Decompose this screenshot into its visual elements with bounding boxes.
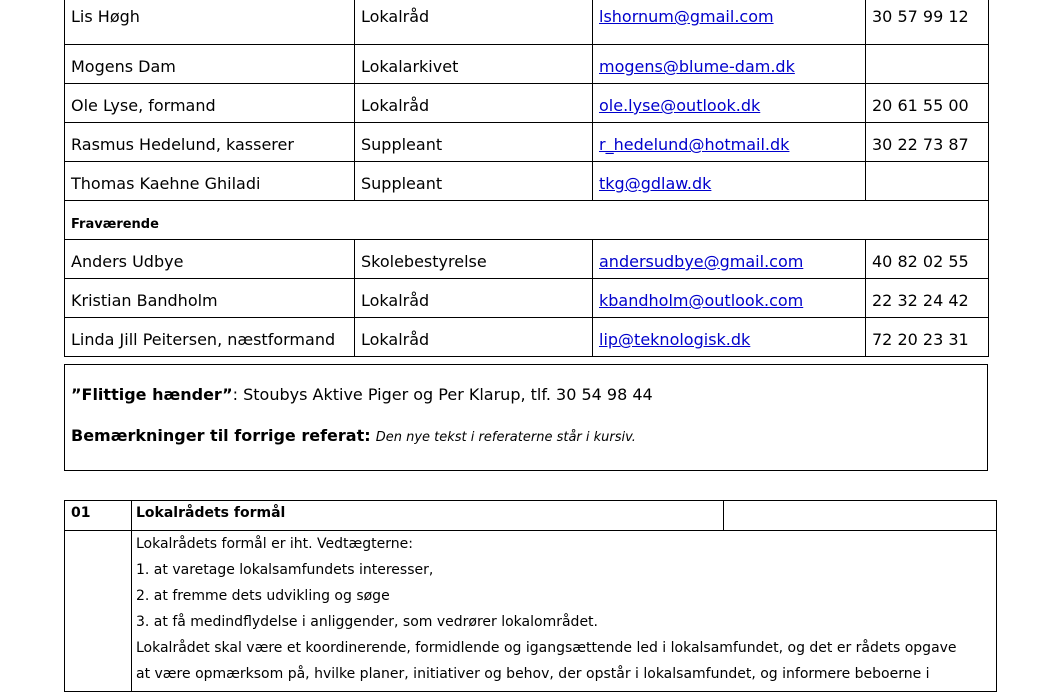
member-role: Suppleant [355, 123, 593, 162]
agenda-item-extra [724, 501, 997, 531]
agenda-body [132, 531, 997, 692]
notes-box [64, 364, 988, 471]
table-row [65, 279, 989, 318]
helpers-line [71, 385, 653, 404]
member-email-link[interactable]: tkg@gdlaw.dk [599, 174, 712, 193]
member-email-link[interactable]: mogens@blume-dam.dk [599, 57, 795, 76]
member-name: Mogens Dam [65, 45, 355, 84]
member-phone [866, 162, 989, 201]
table-row [65, 123, 989, 162]
table-row [65, 240, 989, 279]
helpers-text: : Stoubys Aktive Piger og Per Klarup, tlf. 30 54 98 44 [232, 385, 653, 404]
member-role: Lokalarkivet [355, 45, 593, 84]
member-role: Lokalråd [355, 0, 593, 45]
member-role: Lokalråd [355, 279, 593, 318]
remarks-line [71, 426, 636, 445]
member-name: Ole Lyse, formand [65, 84, 355, 123]
agenda-body-margin [65, 531, 132, 692]
table-row [65, 318, 989, 357]
agenda-line: Lokalrådet skal være et koordinerende, formidlende og igangsættende led i lokalsamfundet, og det er rådets opgave [136, 640, 957, 656]
agenda-line: Lokalrådets formål er iht. Vedtægterne: [136, 536, 413, 552]
table-row [65, 162, 989, 201]
member-phone: 22 32 24 42 [866, 279, 989, 318]
member-email-link[interactable]: andersudbye@gmail.com [599, 252, 804, 271]
agenda-item-number: 01 [65, 501, 132, 531]
table-row [65, 201, 989, 240]
members-table [64, 0, 989, 357]
member-phone [866, 45, 989, 84]
agenda-table [64, 500, 997, 692]
member-name: Linda Jill Peitersen, næstformand [65, 318, 355, 357]
remarks-label: Bemærkninger til forrige referat: [71, 426, 371, 445]
member-phone: 20 61 55 00 [866, 84, 989, 123]
member-role: Lokalråd [355, 318, 593, 357]
member-email-link[interactable]: kbandholm@outlook.com [599, 291, 804, 310]
helpers-label: ”Flittige hænder” [71, 385, 233, 404]
member-name: Rasmus Hedelund, kasserer [65, 123, 355, 162]
agenda-line: 3. at få medindflydelse i anliggender, som vedrører lokalområdet. [136, 614, 598, 630]
member-email-link[interactable]: lshornum@gmail.com [599, 7, 774, 26]
member-role: Suppleant [355, 162, 593, 201]
table-row [65, 45, 989, 84]
agenda-line: at være opmærksom på, hvilke planer, initiativer og behov, der opstår i lokalsamfundet, og informere beboerne i [136, 666, 930, 682]
member-phone: 72 20 23 31 [866, 318, 989, 357]
agenda-line: 2. at fremme dets udvikling og søge [136, 588, 390, 604]
table-row [65, 84, 989, 123]
member-role: Lokalråd [355, 84, 593, 123]
table-row [65, 0, 989, 45]
member-phone: 40 82 02 55 [866, 240, 989, 279]
member-email-link[interactable]: r_hedelund@hotmail.dk [599, 135, 790, 154]
member-phone: 30 57 99 12 [866, 0, 989, 45]
member-name: Anders Udbye [65, 240, 355, 279]
table-row [65, 501, 997, 531]
member-name: Kristian Bandholm [65, 279, 355, 318]
member-name: Lis Høgh [65, 0, 355, 45]
remarks-text: Den nye tekst i referaterne står i kursiv. [375, 430, 636, 445]
member-phone: 30 22 73 87 [866, 123, 989, 162]
member-email-link[interactable]: lip@teknologisk.dk [599, 330, 751, 349]
agenda-line: 1. at varetage lokalsamfundets interesser, [136, 562, 434, 578]
member-email-link[interactable]: ole.lyse@outlook.dk [599, 96, 761, 115]
agenda-item-title: Lokalrådets formål [132, 501, 724, 531]
absent-heading: Fraværende [65, 201, 989, 240]
table-row [65, 531, 997, 692]
member-role: Skolebestyrelse [355, 240, 593, 279]
member-name: Thomas Kaehne Ghiladi [65, 162, 355, 201]
